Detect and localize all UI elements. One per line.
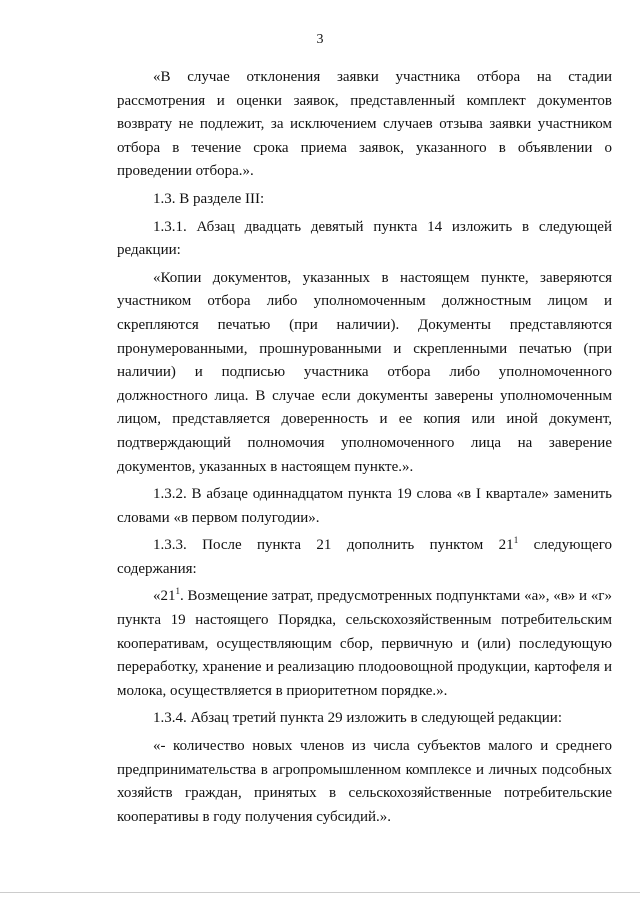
paragraph-1-3: 1.3. В разделе III: [153,190,265,207]
page-number: 3 [316,32,324,47]
paragraph-1-3-1: 1.3.1. Абзац двадцать девятый пункта 14 изложить в следующей редакции: [117,218,612,259]
text-segment: . Возмещение затрат, предусмотренных подпунктами «а», «в» и «г» пункта 19 настоящего Порядка, сельскохозяйственным потребительским кооперативам, осуществляющим сбор, первичную и (или) последующую переработку, хранение и реализацию плодоовощной продукции, картофеля и молока, осуществляется в приоритетном порядке.». [117,588,612,699]
paragraph-1-3-3 [117,534,612,581]
document-body [117,66,612,833]
superscript: 1 [175,586,180,597]
footer-rule [0,892,640,893]
paragraph-quote-members: «- количество новых членов из числа субъектов малого и среднего предпринимательства в агропромышленном комплексе и личных подсобных хозяйств граждан, принятых в сельскохозяйственные потребительские кооперативы в году получения субсидий.». [117,738,612,825]
paragraph-quote-rejection: «В случае отклонения заявки участника отбора на стадии рассмотрения и оценки заявок, представленный комплект документов возврату не подлежит, за исключением случаев отзыва заявки участником отбора в течение срока приема заявок, указанного в объявлении о проведении отбора.». [117,69,612,180]
paragraph-quote-21-1 [117,585,612,703]
text-segment: 1.3.3. После пункта 21 дополнить пунктом 21 [153,537,514,554]
superscript: 1 [513,535,519,546]
paragraph-1-3-2: 1.3.2. В абзаце одиннадцатом пункта 19 слова «в I квартале» заменить словами «в первом полугодии». [117,486,612,526]
text-segment: следующего содержания: [117,537,612,577]
text-segment: «21 [153,588,176,605]
paragraph-quote-copies: «Копии документов, указанных в настоящем пункте, заверяются участником отбора либо уполномоченным должностным лицом и скрепляются печатью (при наличии). Документы представляются пронумерованными, прошнурованными и скрепленными печатью (при наличии) и подписью участника отбора либо уполномоченного должностного лица. В случае если документы заверены уполномоченным лицом, представляется доверенность и ее копия или иной документ, подтверждающий полномочия уполномоченного лица на заверение документов, указанных в настоящем пункте.». [117,269,612,475]
paragraph-1-3-4: 1.3.4. Абзац третий пункта 29 изложить в следующей редакции: [153,710,563,727]
